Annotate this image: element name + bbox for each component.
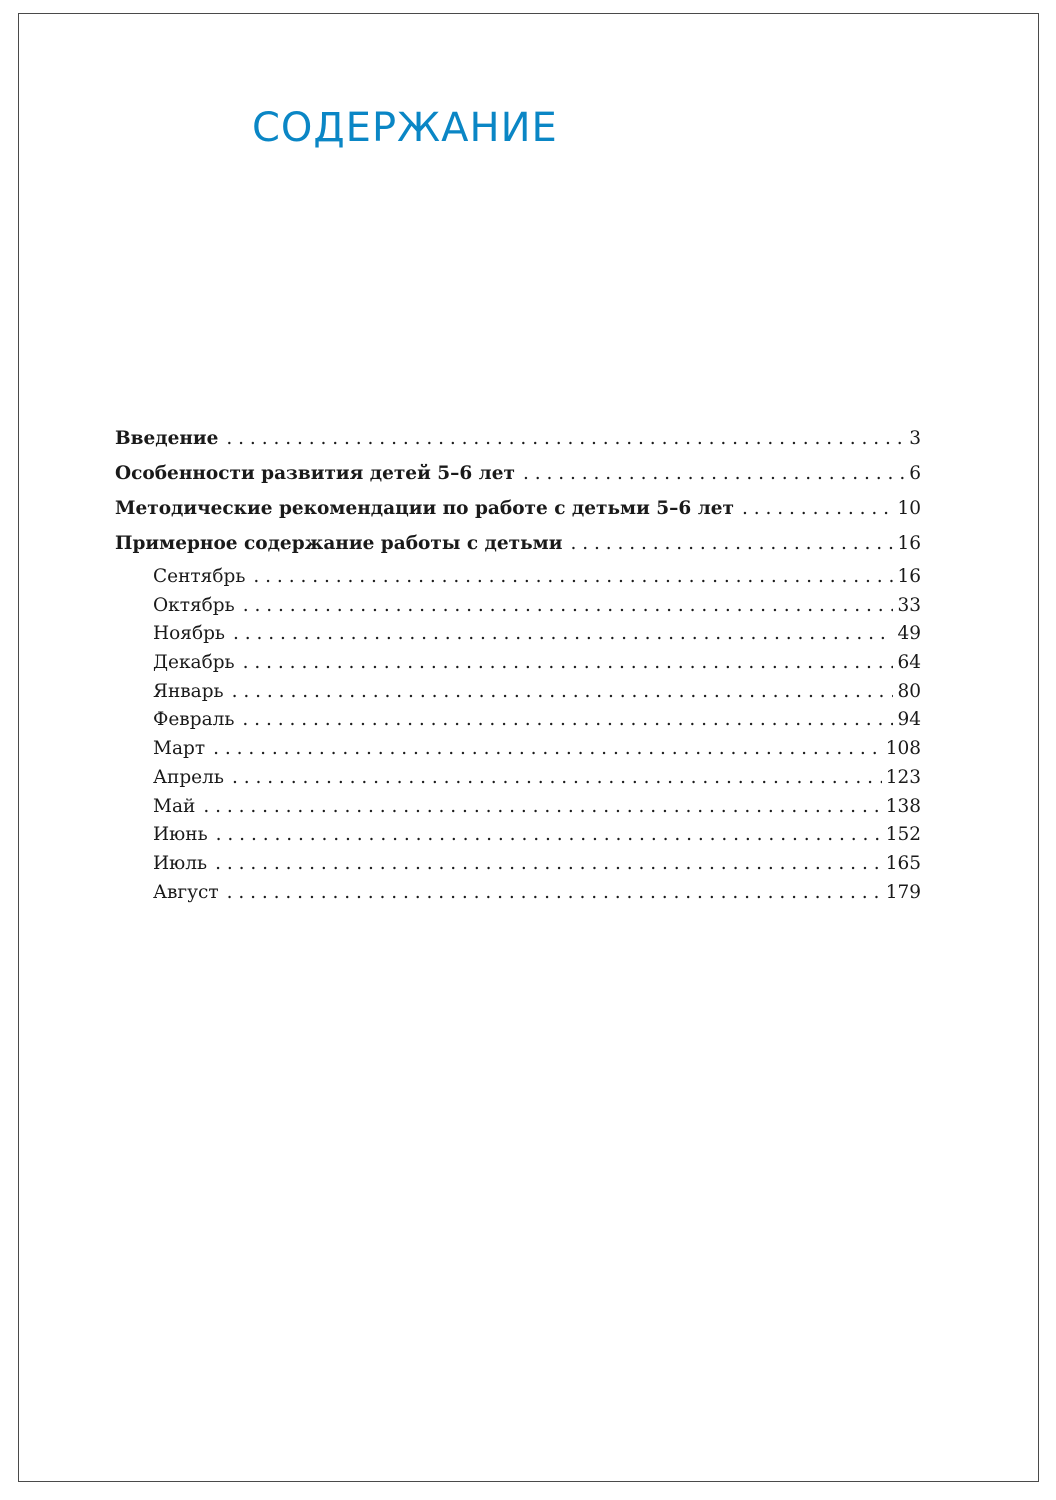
- toc-page-number: 108: [885, 738, 921, 760]
- toc-entry-september[interactable]: [115, 563, 921, 592]
- toc-leader-dots: [232, 764, 882, 793]
- toc-entry-march[interactable]: [115, 735, 921, 764]
- toc-page-number: 64: [897, 652, 921, 674]
- toc-leader-dots: [742, 493, 893, 525]
- toc-leader-dots: [243, 649, 894, 678]
- toc-entry-label: Методические рекомендации по работе с детьми 5–6 лет: [115, 498, 734, 519]
- toc-entry-july[interactable]: [115, 850, 921, 879]
- toc-entry-label: Январь: [153, 680, 224, 702]
- toc-entry-june[interactable]: [115, 821, 921, 850]
- toc-entry-label: Примерное содержание работы с детьми: [115, 533, 563, 554]
- toc-entry-label: Введение: [115, 428, 219, 449]
- toc-page-number: 94: [897, 709, 921, 731]
- toc-entry-october[interactable]: [115, 592, 921, 621]
- toc-entry-february[interactable]: [115, 706, 921, 735]
- toc-entry-label: Август: [153, 881, 219, 903]
- toc-page-number: 16: [897, 533, 921, 554]
- toc-entry-august[interactable]: [115, 879, 921, 908]
- toc-leader-dots: [215, 850, 882, 879]
- toc-leader-dots: [243, 592, 894, 621]
- toc-page-number: 33: [897, 594, 921, 616]
- toc-leader-dots: [226, 423, 905, 455]
- toc-page-number: 138: [885, 795, 921, 817]
- toc-entry-november[interactable]: [115, 620, 921, 649]
- toc-entry-december[interactable]: [115, 649, 921, 678]
- toc-page-number: 10: [897, 498, 921, 519]
- toc-entry-label: Апрель: [153, 766, 224, 788]
- toc-entry-methodical-recommendations[interactable]: [115, 493, 921, 528]
- toc-page-number: 16: [897, 566, 921, 587]
- toc-entry-label: Ноябрь: [153, 623, 225, 645]
- toc-entry-introduction[interactable]: [115, 423, 921, 458]
- toc-leader-dots: [253, 563, 893, 592]
- toc-page-number: 6: [909, 463, 921, 484]
- toc-entry-label: Декабрь: [153, 652, 235, 674]
- table-of-contents: [115, 423, 921, 907]
- toc-entry-label: Май: [153, 795, 196, 817]
- toc-page-number: 80: [897, 680, 921, 702]
- toc-leader-dots: [203, 793, 881, 822]
- toc-entry-sample-content[interactable]: [115, 528, 921, 563]
- toc-page-number: 165: [885, 852, 921, 874]
- toc-leader-dots: [227, 879, 882, 908]
- toc-leader-dots: [523, 458, 905, 490]
- toc-page-number: 179: [885, 881, 921, 903]
- toc-entry-label: Июль: [153, 852, 208, 874]
- toc-entry-label: Сентябрь: [153, 566, 246, 587]
- toc-leader-dots: [570, 528, 893, 560]
- toc-page-number: 49: [897, 623, 921, 645]
- toc-entry-april[interactable]: [115, 764, 921, 793]
- toc-entry-may[interactable]: [115, 793, 921, 822]
- toc-entry-january[interactable]: [115, 678, 921, 707]
- toc-entry-label: Июнь: [153, 824, 208, 846]
- toc-leader-dots: [216, 821, 882, 850]
- toc-page-number: 152: [885, 824, 921, 846]
- toc-entry-development-features[interactable]: [115, 458, 921, 493]
- toc-leader-dots: [233, 620, 893, 649]
- toc-page-number: 123: [885, 766, 921, 788]
- toc-entry-label: Февраль: [153, 709, 235, 731]
- toc-leader-dots: [232, 678, 894, 707]
- toc-entry-label: Март: [153, 738, 206, 760]
- toc-entry-label: Октябрь: [153, 594, 235, 616]
- toc-leader-dots: [242, 706, 893, 735]
- toc-page-number: 3: [909, 428, 921, 449]
- page-title: СОДЕРЖАНИЕ: [252, 105, 558, 151]
- toc-entry-label: Особенности развития детей 5–6 лет: [115, 463, 515, 484]
- toc-leader-dots: [213, 735, 882, 764]
